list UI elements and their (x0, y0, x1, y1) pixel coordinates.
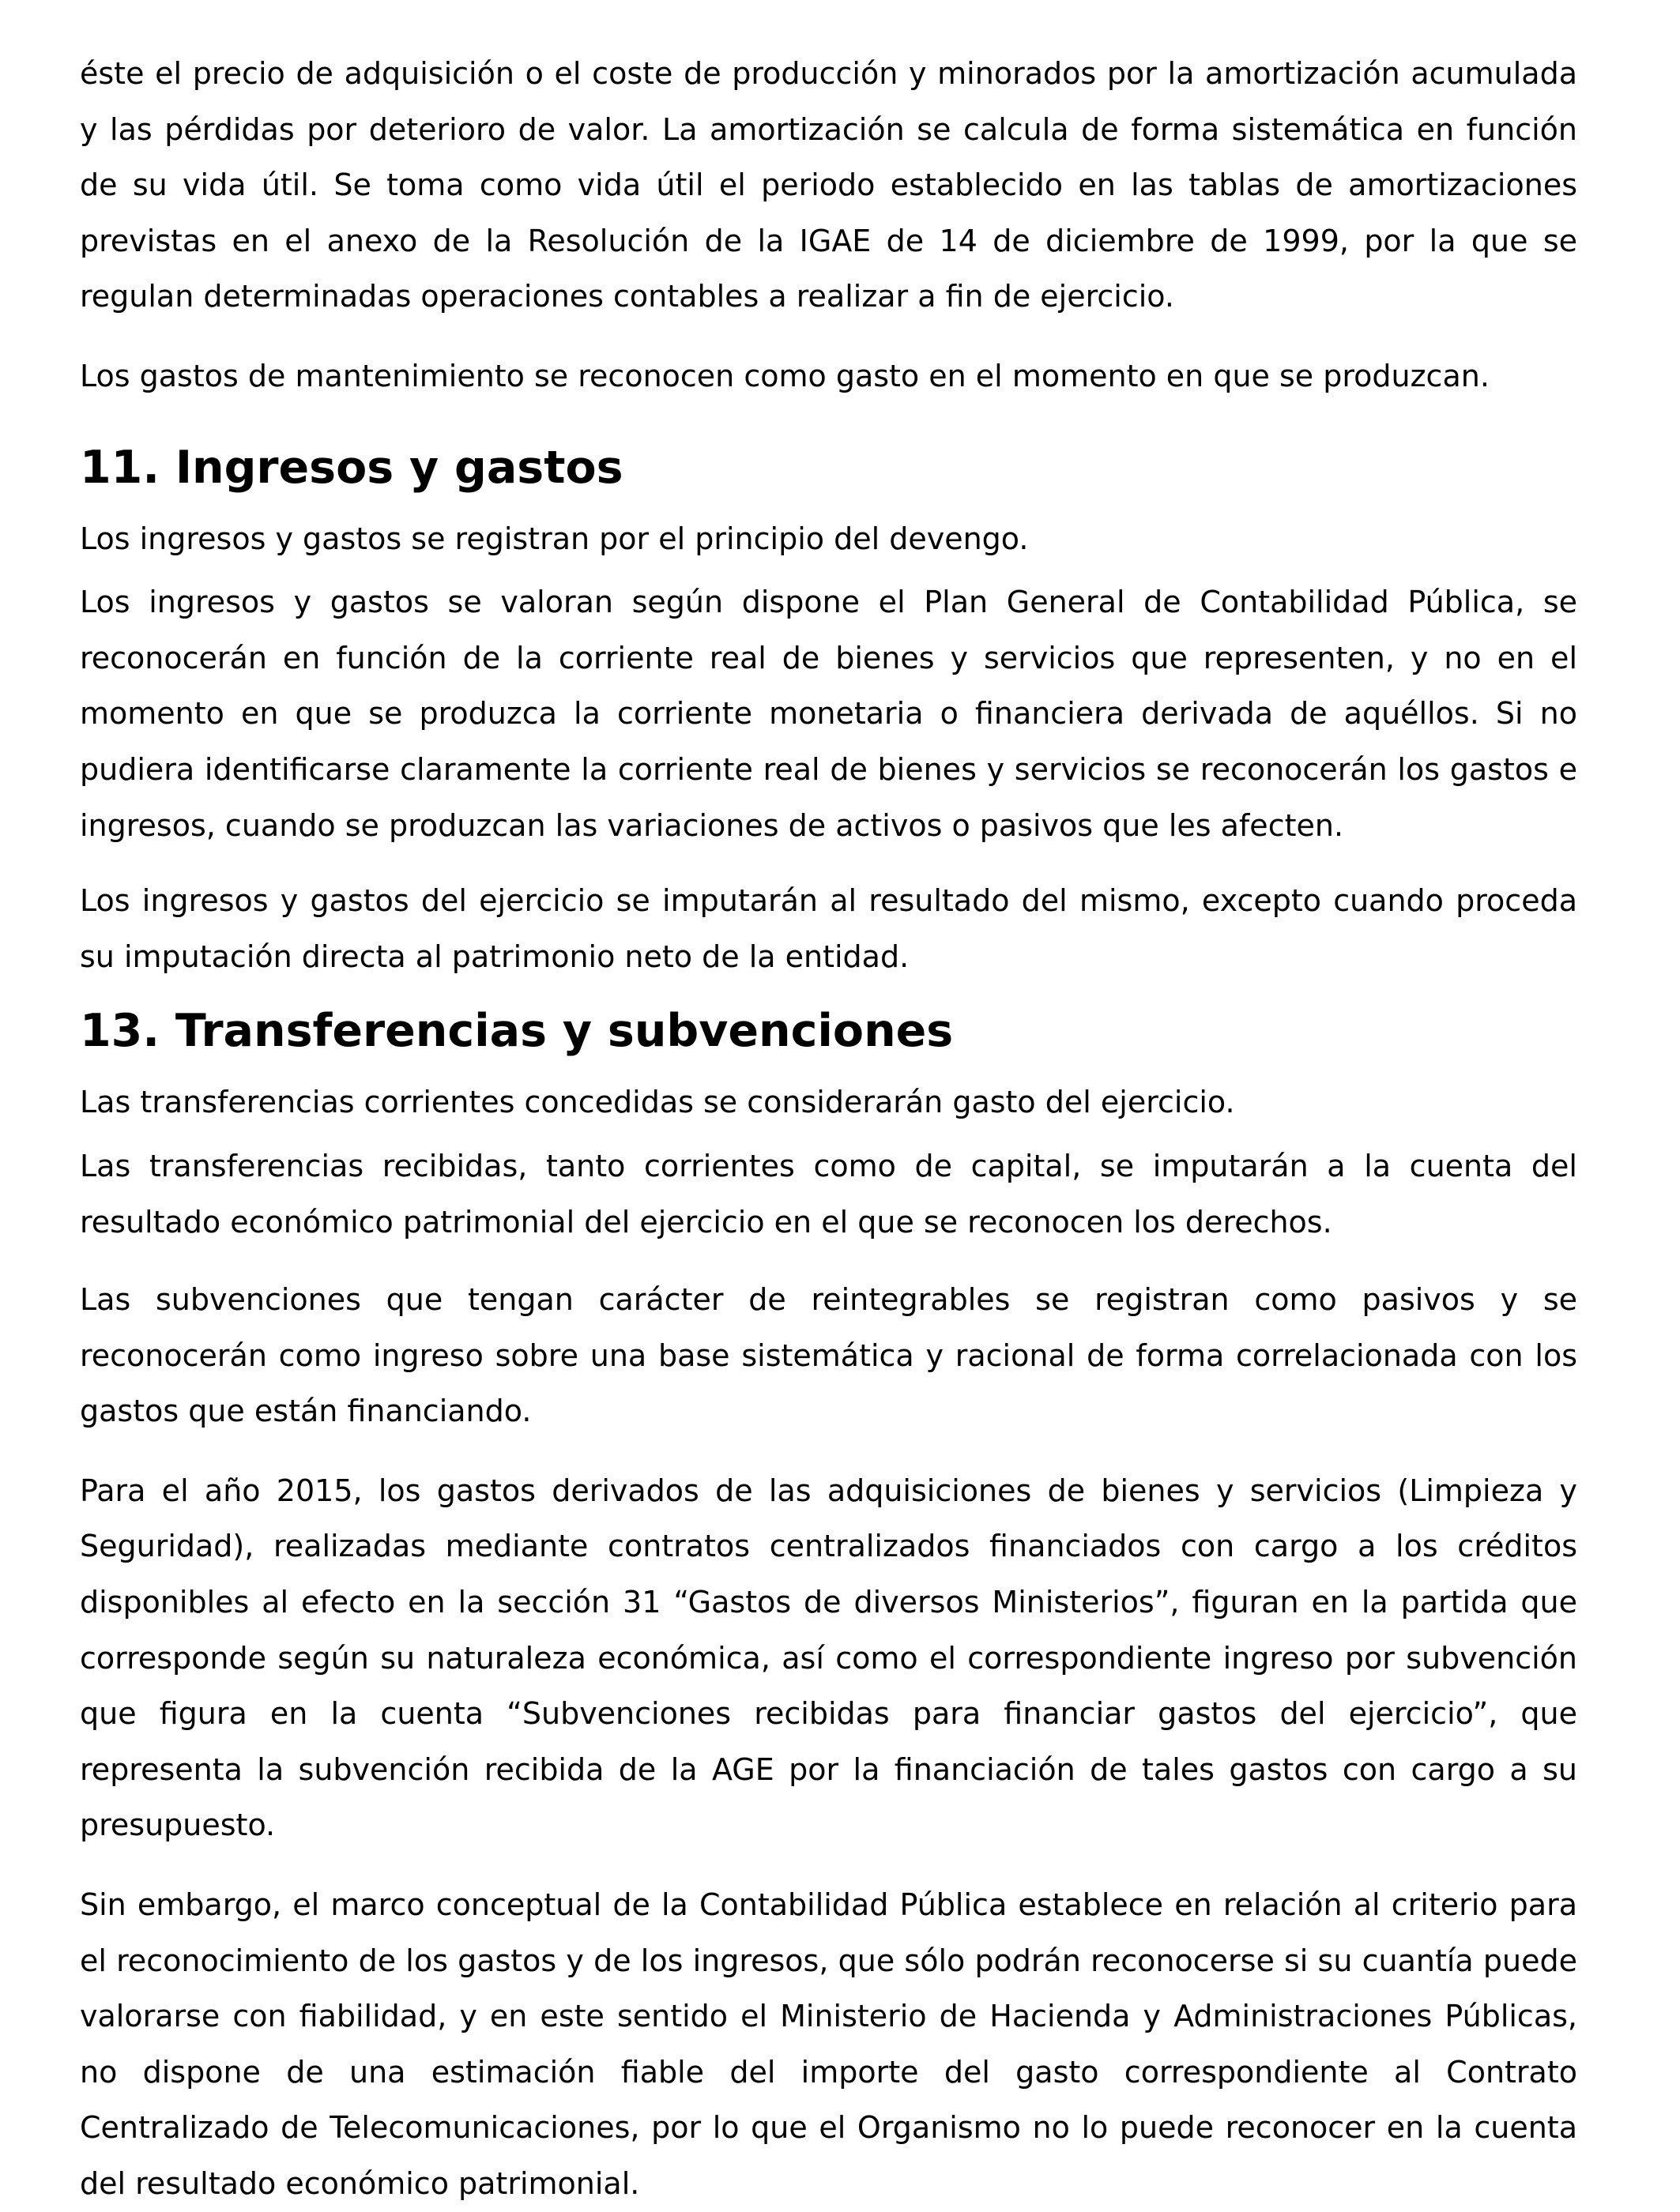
paragraph-current-transfers: Las transferencias corrientes concedidas se considerarán gasto del ejercicio. (80, 1085, 1235, 1120)
paragraph-valuation: Los ingresos y gastos se valoran según dispone el Plan General de Contabilidad Pública, se reconocerán en función de la corriente real de bienes y servicios que representen, y no en el momento en que se produzca la corriente monetaria o financiera derivada de aquéllos. Si no pudiera identificarse claramente la corriente real de bienes y servicios se reconocerán los gastos e ingresos, cuando se produzcan las variaciones de activos o pasivos que les afecten. (80, 585, 1577, 843)
paragraph-centralized-contracts: Para el año 2015, los gastos derivados de las adquisiciones de bienes y servicios (Limpieza y Seguridad), realizadas mediante contratos centralizados financiados con cargo a los créditos disponibles al efecto en la sección 31 “Gastos de diversos Ministerios”, figuran en la partida que corresponde según su naturaleza económica, así como el correspondiente ingreso por subvención que figura en la cuenta “Subvenciones recibidas para financiar gastos del ejercicio”, que representa la subvención recibida de la AGE por la financiación de tales gastos con cargo a su presupuesto. (80, 1473, 1577, 1843)
paragraph-imputation: Los ingresos y gastos del ejercicio se imputarán al resultado del mismo, excepto cuando proceda su imputación directa al patrimonio neto de la entidad. (80, 883, 1577, 974)
paragraph-accrual-principle: Los ingresos y gastos se registran por el principio del devengo. (80, 521, 1029, 556)
section-heading-ingresos-gastos: 11. Ingresos y gastos (80, 441, 623, 494)
paragraph-reimbursable-grants: Las subvenciones que tengan carácter de reintegrables se registran como pasivos y se reconocerán como ingreso sobre una base sistemática y racional de forma correlacionada con los gastos que están financiando. (80, 1282, 1577, 1429)
paragraph-received-transfers: Las transferencias recibidas, tanto corrientes como de capital, se imputarán a la cuenta del resultado económico patrimonial del ejercicio en el que se reconocen los derechos. (80, 1148, 1577, 1240)
paragraph-maintenance-costs: Los gastos de mantenimiento se reconocen como gasto en el momento en que se produzcan. (80, 358, 1490, 393)
section-heading-transferencias: 13. Transferencias y subvenciones (80, 1005, 954, 1058)
paragraph-amortization: éste el precio de adquisición o el coste de producción y minorados por la amortización acumulada y las pérdidas por deterioro de valor. La amortización se calcula de forma sistemática en función de su vida útil. Se toma como vida útil el periodo establecido en las tablas de amortizaciones previstas en el anexo de la Resolución de la IGAE de 14 de diciembre de 1999, por la que se regulan determinadas operaciones contables a realizar a fin de ejercicio. (80, 56, 1577, 314)
document-page (80, 46, 1577, 2212)
paragraph-conceptual-framework: Sin embargo, el marco conceptual de la Contabilidad Pública establece en relación al criterio para el reconocimiento de los gastos y de los ingresos, que sólo podrán reconocerse si su cuantía puede valorarse con fiabilidad, y en este sentido el Ministerio de Hacienda y Administraciones Públicas, no dispone de una estimación fiable del importe del gasto correspondiente al Contrato Centralizado de Telecomunicaciones, por lo que el Organismo no lo puede reconocer en la cuenta del resultado económico patrimonial. (80, 1887, 1577, 2201)
